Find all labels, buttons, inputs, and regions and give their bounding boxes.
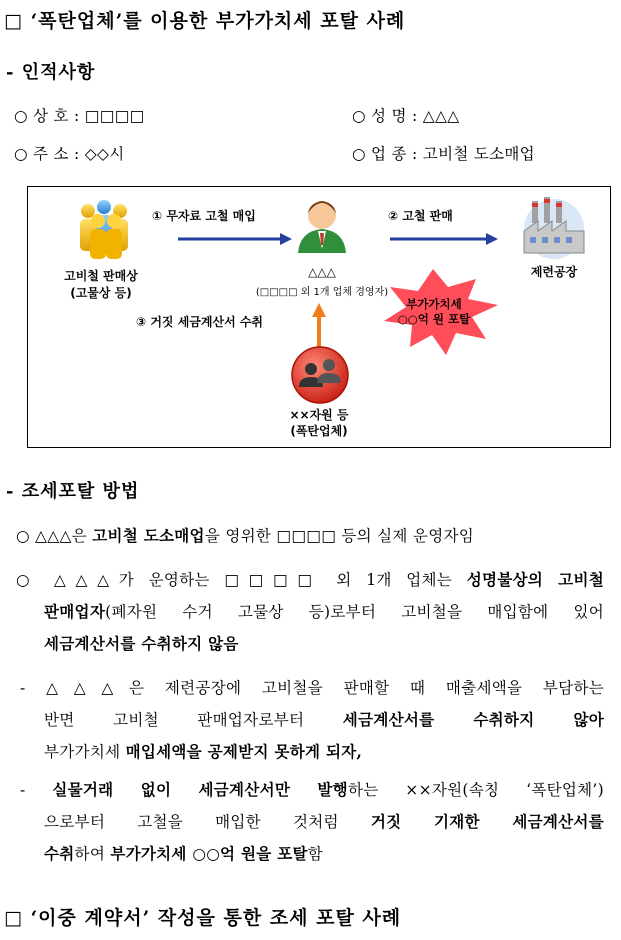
purchase-step-label: ① 무자료 고철 매입	[152, 209, 256, 223]
method-paragraph-3-line-1: - △△△은 제련공장에 고비철을 판매할 때 매출세액을 부담하는	[20, 679, 604, 697]
method-paragraph-1: ○ △△△은 고비철 도소매업을 영위한 □□□□ 등의 실제 운영자임	[16, 526, 475, 545]
operator-name: △△△	[308, 265, 336, 279]
bomb-company-label: ××자원 등 (폭탄업체)	[289, 408, 349, 438]
address-field: ○ 주 소 : ◇◇시	[14, 145, 125, 163]
people-group-icon	[80, 200, 128, 259]
person-name-field: ○ 성 명 : △△△	[352, 107, 460, 125]
arrow-purchase	[154, 233, 292, 245]
method-paragraph-2-line-3: 세금계산서를 수취하지 않음	[44, 634, 239, 653]
company-name-field: ○ 상 호 : □□□□	[14, 107, 145, 125]
method-paragraph-3-line-3: 부가가치세 매입세액을 공제받지 못하게 되자,	[44, 742, 363, 761]
businessman-icon	[298, 201, 346, 253]
method-paragraph-4-line-1: - 실물거래 없이 세금계산서만 발행하는 ××자원(속칭 ‘폭탄업체’)	[20, 780, 604, 799]
smelter-label: 제련공장	[530, 265, 578, 279]
business-type-field: ○ 업 종 : 고비철 도소매업	[352, 145, 535, 163]
method-paragraph-4-line-3: 수취하여 부가가치세 ○○억 원을 포탈함	[44, 844, 324, 863]
bomb-company-icon	[292, 347, 348, 403]
subheading-personal-info: - 인적사항	[6, 62, 96, 83]
operator-description: (□□□□ 외 1개 업체 경영자)	[255, 287, 389, 298]
tax-evasion-diagram	[27, 186, 611, 448]
section-title-bomb-company: □ ‘폭탄업체’를 이용한 부가가치세 포탈 사례	[4, 10, 406, 32]
section-title-double-contract: □ ‘이중 계약서’ 작성을 통한 조세 포탈 사례	[4, 907, 402, 929]
burst-label: 부가가치세 ○○억 원 포탈	[397, 297, 471, 326]
method-paragraph-4-line-2: 으로부터 고철을 매입한 것처럼 거짓 기재한 세금계산서를	[44, 812, 604, 831]
method-paragraph-2-line-2: 판매업자(폐자원 수거 고물상 등)로부터 고비철을 매입함에 있어	[44, 602, 604, 621]
invoice-step-label: ③ 거짓 세금계산서 수취	[136, 315, 264, 329]
seller-label: 고비철 판매상 (고물상 등)	[64, 269, 138, 300]
subheading-evasion-method: - 조세포탈 방법	[6, 481, 140, 502]
sale-step-label: ② 고철 판매	[388, 209, 453, 223]
method-paragraph-2-line-1: ○ △△△가 운영하는 □□□□ 외 1개 업체는 성명불상의 고비철	[16, 570, 604, 589]
method-paragraph-3-line-2: 반면 고비철 판매업자로부터 세금계산서를 수취하지 않아	[44, 710, 604, 729]
arrow-sale	[370, 233, 498, 245]
factory-icon	[524, 197, 584, 259]
